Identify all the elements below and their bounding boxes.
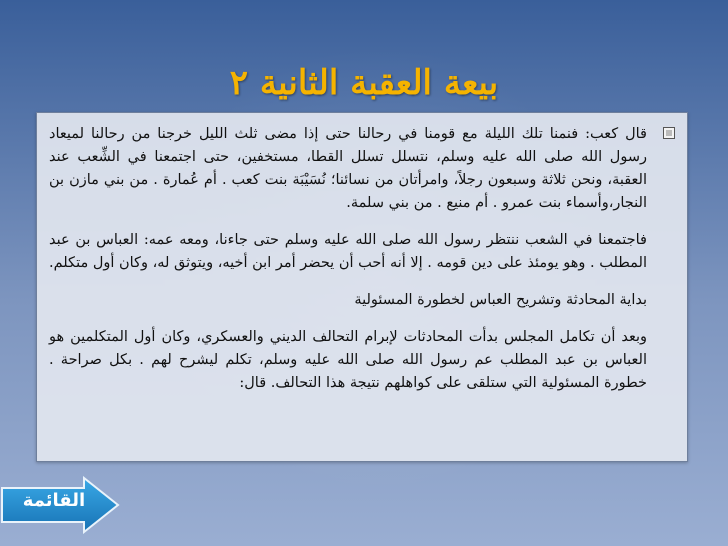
content-paragraphs — [49, 123, 673, 395]
paragraph-1: قال كعب: فنمنا تلك الليلة مع قومنا في رحالنا حتى إذا مضى ثلث الليل خرجنا من رحالنا لميعاد رسول الله صلى الله عليه وسلم، نتسلل تسلل القطا، مستخفين، حتى اجتمعنا في الشِّعب عند العقبة، ونحن ثلاثة وسبعون رجلاً، وامرأتان من نسائنا؛ نُسَيْبَة بنت كعب . أم عُمارة . من بني مازن بن النجار،وأسماء بنت عمرو . أم منيع . من بني سلمة. — [49, 126, 647, 211]
content-box — [36, 112, 688, 462]
slide-title: بيعة العقبة الثانية ٢ — [229, 62, 499, 103]
menu-button[interactable] — [0, 476, 122, 534]
paragraph-3: بداية المحادثة وتشريح العباس لخطورة المسئولية — [354, 292, 647, 308]
square-bullet-icon — [663, 127, 675, 139]
menu-button-label: القائمة — [22, 490, 86, 511]
paragraph-2: فاجتمعنا في الشعب ننتظر رسول الله صلى الله عليه وسلم حتى جاءنا، ومعه عمه: العباس بن عبد المطلب . وهو يومئذ على دين قومه . إلا أنه أحب أن يحضر أمر ابن أخيه، ويتوثق له، وكان أول متكلم. — [49, 232, 647, 271]
paragraph-4: وبعد أن تكامل المجلس بدأت المحادثات لإبرام التحالف الديني والعسكري، وكان أول المتكلمين هو العباس بن عبد المطلب عم رسول الله صلى الله عليه وسلم، تكلم ليشرح لهم . بكل صراحة . خطورة المسئولية التي ستلقى على كواهلهم نتيجة هذا التحالف. قال: — [49, 329, 647, 391]
